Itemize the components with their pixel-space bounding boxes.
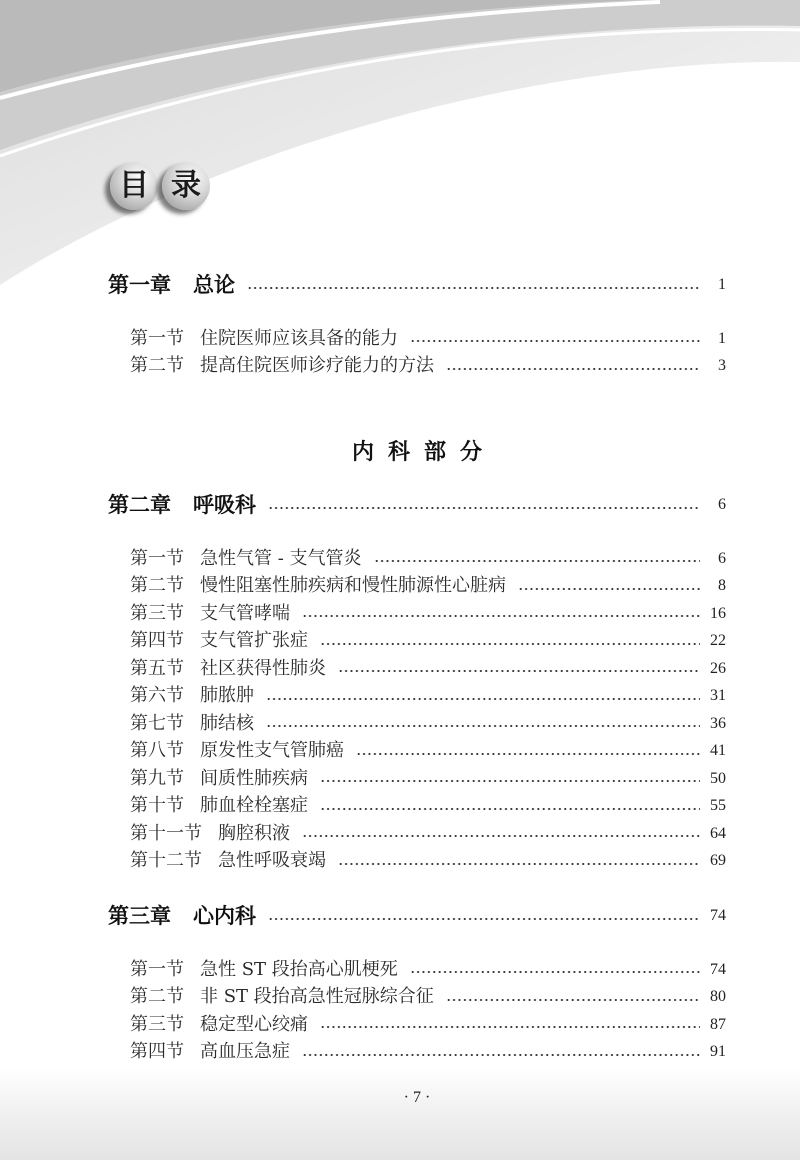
- page-number: 87: [710, 1015, 726, 1033]
- section-list: [108, 545, 726, 875]
- toc-chapter-block: [108, 272, 726, 380]
- toc-section-entry: [130, 765, 726, 793]
- toc-section-entry: [130, 820, 726, 848]
- section-title: 稳定型心绞痛: [200, 1013, 308, 1035]
- section-title: 非 ST 段抬高急性冠脉综合征: [200, 986, 434, 1007]
- page-number: 16: [710, 604, 726, 622]
- toc-section-entry: [130, 792, 726, 820]
- dot-leader: [446, 352, 700, 380]
- page-number: 74: [710, 960, 726, 978]
- section-number: 第十二节: [130, 850, 202, 871]
- decorative-footer-band: [0, 1068, 800, 1160]
- chapter-title: 总论: [193, 272, 235, 297]
- chapter-number: 第三章: [108, 903, 171, 928]
- dot-leader: [302, 1038, 700, 1066]
- section-title: 急性气管 - 支气管炎: [200, 547, 362, 569]
- toc-section-entry: [130, 956, 726, 984]
- section-title: 急性 ST 段抬高心肌梗死: [200, 958, 398, 980]
- section-number: 第十节: [130, 795, 184, 816]
- section-title: 原发性支气管肺癌: [200, 740, 344, 761]
- toc-section-entry: [130, 847, 726, 875]
- dot-leader: [268, 492, 700, 518]
- toc-section-entry: [130, 710, 726, 738]
- footer-page-number: · 7 ·: [403, 1089, 431, 1106]
- section-number: 第十一节: [130, 822, 202, 844]
- toc-section-entry: [130, 682, 726, 710]
- page-number: 1: [718, 329, 726, 347]
- dot-leader: [446, 983, 700, 1011]
- page-number: 74: [710, 907, 726, 924]
- section-number: 第四节: [130, 1041, 184, 1062]
- decorative-swoosh: [0, 0, 800, 300]
- chapter-number: 第一章: [108, 272, 171, 297]
- section-number: 第七节: [130, 712, 184, 734]
- dot-leader: [302, 600, 700, 628]
- page-number: 80: [710, 988, 726, 1005]
- page-number: 8: [718, 577, 726, 594]
- title-badge: 录: [162, 162, 210, 210]
- title-badge: 目: [110, 162, 158, 210]
- section-title: 支气管哮喘: [200, 602, 290, 624]
- toc-section-entry: [130, 627, 726, 655]
- page-number: 6: [718, 549, 726, 567]
- section-number: 第八节: [130, 740, 184, 761]
- toc-section-entry: [130, 737, 726, 765]
- section-number: 第五节: [130, 657, 184, 679]
- section-number: 第三节: [130, 1013, 184, 1035]
- section-title: 高血压急症: [200, 1041, 290, 1062]
- dot-leader: [410, 956, 700, 984]
- toc-chapter-entry: [108, 492, 726, 518]
- page-number: 69: [710, 852, 726, 869]
- section-title: 慢性阻塞性肺疾病和慢性肺源性心脏病: [200, 575, 506, 596]
- page-number: 6: [718, 496, 726, 513]
- toc-chapter-block: [108, 903, 726, 1066]
- page-number: 31: [710, 687, 726, 704]
- chapter-number: 第二章: [108, 492, 171, 517]
- section-list: [108, 325, 726, 380]
- chapter-title: 呼吸科: [193, 492, 256, 517]
- section-title: 肺血栓栓塞症: [200, 795, 308, 816]
- toc-section-entry: [130, 545, 726, 573]
- toc-chapter-block: [108, 492, 726, 875]
- dot-leader: [320, 765, 700, 793]
- section-number: 第一节: [130, 327, 184, 349]
- toc-section-entry: [130, 1011, 726, 1039]
- section-title: 肺结核: [200, 712, 254, 734]
- dot-leader: [266, 682, 700, 710]
- chapter-title: 心内科: [193, 903, 256, 928]
- section-number: 第二节: [130, 986, 184, 1007]
- section-title: 住院医师应该具备的能力: [200, 327, 398, 349]
- page-number: 36: [710, 714, 726, 732]
- section-title: 间质性肺疾病: [200, 767, 308, 789]
- section-list: [108, 956, 726, 1066]
- dot-leader: [302, 820, 700, 848]
- toc-chapter-entry: [108, 272, 726, 298]
- toc-title: [108, 162, 220, 214]
- section-number: 第一节: [130, 547, 184, 569]
- dot-leader: [410, 325, 700, 353]
- section-title: 胸腔积液: [218, 822, 290, 844]
- page-number: 26: [710, 659, 726, 677]
- dot-leader: [374, 545, 700, 573]
- section-number: 第四节: [130, 630, 184, 651]
- section-title: 提高住院医师诊疗能力的方法: [200, 355, 434, 376]
- page-number: 55: [710, 797, 726, 814]
- toc-section-entry: [130, 983, 726, 1011]
- section-number: 第二节: [130, 355, 184, 376]
- page-number: 91: [710, 1043, 726, 1060]
- toc-section-entry: [130, 352, 726, 380]
- section-number: 第一节: [130, 958, 184, 980]
- page-number: 41: [710, 742, 726, 759]
- dot-leader: [356, 737, 700, 765]
- dot-leader: [320, 627, 700, 655]
- toc-section-entry: [130, 600, 726, 628]
- page-number: 22: [710, 632, 726, 649]
- toc-section-entry: [130, 572, 726, 600]
- page-number: 1: [718, 276, 726, 293]
- dot-leader: [338, 847, 700, 875]
- section-number: 第六节: [130, 685, 184, 706]
- dot-leader: [266, 710, 700, 738]
- section-title: 社区获得性肺炎: [200, 657, 326, 679]
- dot-leader: [320, 1011, 700, 1039]
- part-heading: 内科部分: [351, 439, 496, 465]
- section-title: 肺脓肿: [200, 685, 254, 706]
- toc-section-entry: [130, 655, 726, 683]
- section-title: 急性呼吸衰竭: [218, 850, 326, 871]
- section-title: 支气管扩张症: [200, 630, 308, 651]
- dot-leader: [320, 792, 700, 820]
- dot-leader: [518, 572, 700, 600]
- dot-leader: [247, 272, 700, 298]
- toc-section-entry: [130, 1038, 726, 1066]
- dot-leader: [338, 655, 700, 683]
- section-number: 第九节: [130, 767, 184, 789]
- page-number: 50: [710, 769, 726, 787]
- section-number: 第二节: [130, 575, 184, 596]
- toc-chapter-entry: [108, 903, 726, 929]
- toc-section-entry: [130, 325, 726, 353]
- page-number: 64: [710, 824, 726, 842]
- page-number: 3: [718, 357, 726, 374]
- dot-leader: [268, 903, 700, 929]
- section-number: 第三节: [130, 602, 184, 624]
